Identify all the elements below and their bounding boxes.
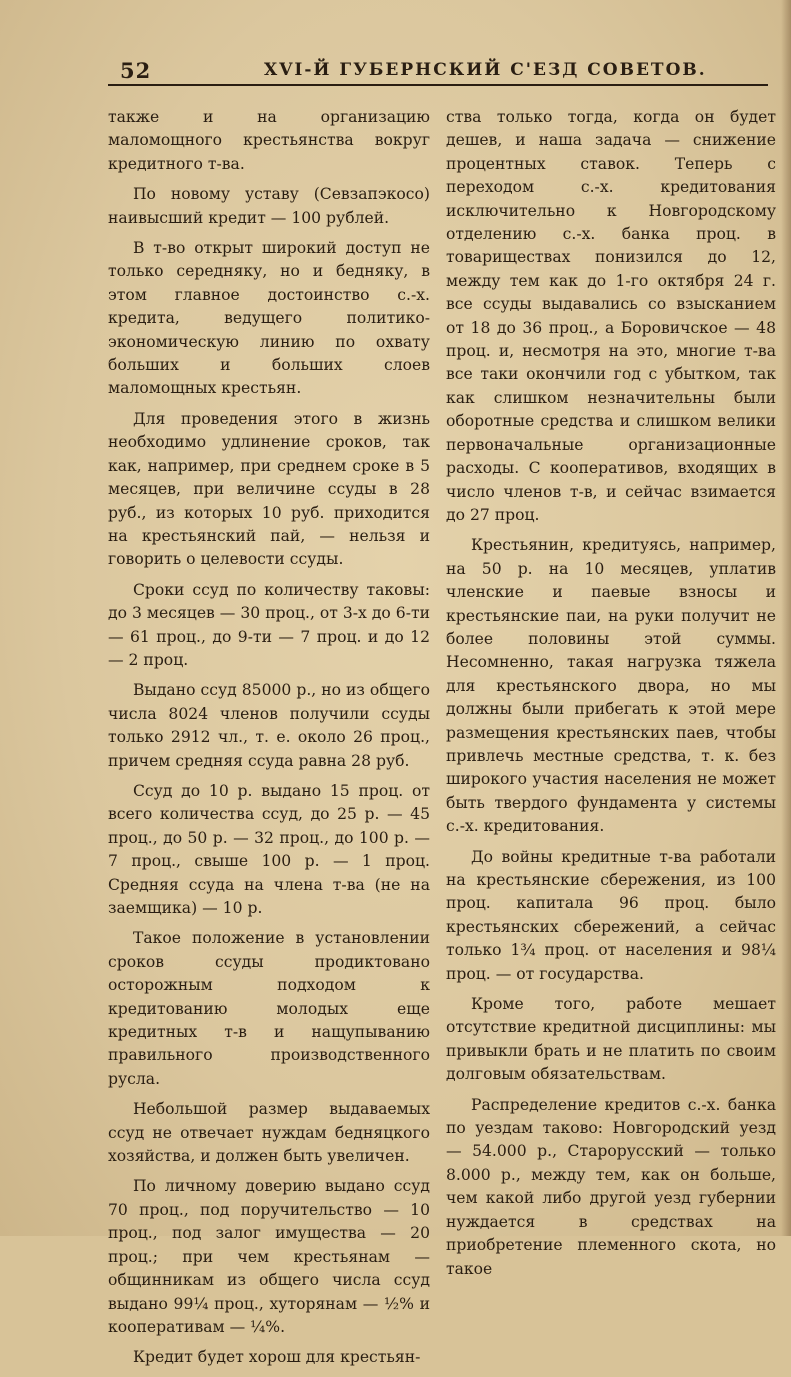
right-column <box>446 106 776 1288</box>
paragraph: ства только тогда, когда он будет дешев, и наша задача — снижение процентных ставок. Теперь с переходом с.-х. кредитования исключительно к Новгородскому отделению с.-х. банка проц. в товариществах понизился до 12, между тем как до 1-го октября 24 г. все ссуды выдавались со взысканием от 18 до 36 проц., а Боровичское — 48 проц. и, несмотря на это, многие т-ва все таки окончили год с убытком, так как слишком незначительны были оборотные средства и слишком велики первоначальные организационные расходы. С кооперативов, входящих в число членов т-в, и сейчас взимается до 27 проц. <box>446 108 776 524</box>
running-title: XVI-Й ГУБЕРНСКИЙ С'ЕЗД СОВЕТОВ. <box>264 60 707 80</box>
paragraph: Выдано ссуд 85000 р., но из общего числа 8024 членов получили ссуды только 2912 чл., т. е. около 26 проц., причем средняя ссуда равна 28 руб. <box>108 681 430 770</box>
page-header <box>108 58 768 86</box>
paragraph: Кредит будет хорош для крестьян- <box>132 1348 421 1367</box>
left-column <box>108 106 430 1377</box>
paragraph: Сроки ссуд по количеству таковы: до 3 месяцев — 30 проц., от 3-х до 6-ти — 61 проц., до 9-ти — 7 проц. и до 12 — 2 проц. <box>108 580 430 669</box>
paragraph: Небольшой размер выдаваемых ссуд не отвечает нуждам бедняцкого хозяйства, и должен быть увеличен. <box>108 1100 430 1166</box>
paragraph: По новому уставу (Севзапэкосо) наивысший кредит — 100 рублей. <box>108 185 430 227</box>
paragraph: Распределение кредитов с.-х. банка по уездам таково: Новгородский уезд — 54.000 р., Старорусский — только 8.000 р., между тем, как он больше, чем какой либо другой уезд губернии нуждается в средствах на приобретение племенного скота, но такое <box>446 1095 776 1278</box>
paragraph: также и на организацию маломощного крестьянства вокруг кредитного т-ва. <box>108 108 430 173</box>
page-number: 52 <box>120 58 152 83</box>
paragraph: До войны кредитные т-ва работали на крестьянские сбережения, из 100 проц. капитала 96 проц. было крестьянских сбережений, а сейчас только 1¾ проц. от населения и 98¼ проц. — от государства. <box>446 847 776 983</box>
paragraph: В т-во открыт широкий доступ не только середняку, но и бедняку, в этом главное достоинство с.-х. кредита, ведущего политико-экономическую линию по охвату больших и больших слоев маломощных крестьян. <box>108 239 430 398</box>
paragraph: Для проведения этого в жизнь необходимо удлинение сроков, так как, например, при среднем сроке в 5 месяцев, при величине ссуды в 28 руб., из которых 10 руб. приходится на крестьянский пай, — нельзя и говорить о целевости ссуды. <box>108 409 430 569</box>
page-edge-shadow <box>781 0 791 1236</box>
paragraph: По личному доверию выдано ссуд 70 проц., под поручительство — 10 проц., под залог имущества — 20 проц.; при чем крестьянам — общинникам из общего числа ссуд выдано 99¼ проц., хуторянам — ½% и кооперативам — ¼%. <box>108 1177 430 1336</box>
paragraph: Кроме того, работе мешает отсутствие кредитной дисциплины: мы привыкли брать и не платить по своим долговым обязательствам. <box>446 995 776 1084</box>
paragraph: Такое положение в установлении сроков ссуды продиктовано осторожным подходом к кредитованию молодых еще кредитных т-в и нащупыванию правильного производственного русла. <box>108 929 430 1088</box>
header-rule <box>108 84 768 86</box>
paragraph: Ссуд до 10 р. выдано 15 проц. от всего количества ссуд, до 25 р. — 45 проц., до 50 р. — 32 проц., до 100 р. — 7 проц., свыше 100 р. — 1 проц. Средняя ссуда на члена т-ва (не на заемщика) — 10 р. <box>108 781 430 917</box>
paragraph: Крестьянин, кредитуясь, например, на 50 р. на 10 месяцев, уплатив членские и паевые взносы и крестьянские паи, на руки получит не более половины этой суммы. Несомненно, такая нагрузка тяжела для крестьянского двора, но мы должны были прибегать к этой мере размещения крестьянских паев, чтобы привлечь местные средства, т. к. без широкого участия населения не может быть твердого фундамента у системы с.-х. кредитования. <box>446 536 776 836</box>
